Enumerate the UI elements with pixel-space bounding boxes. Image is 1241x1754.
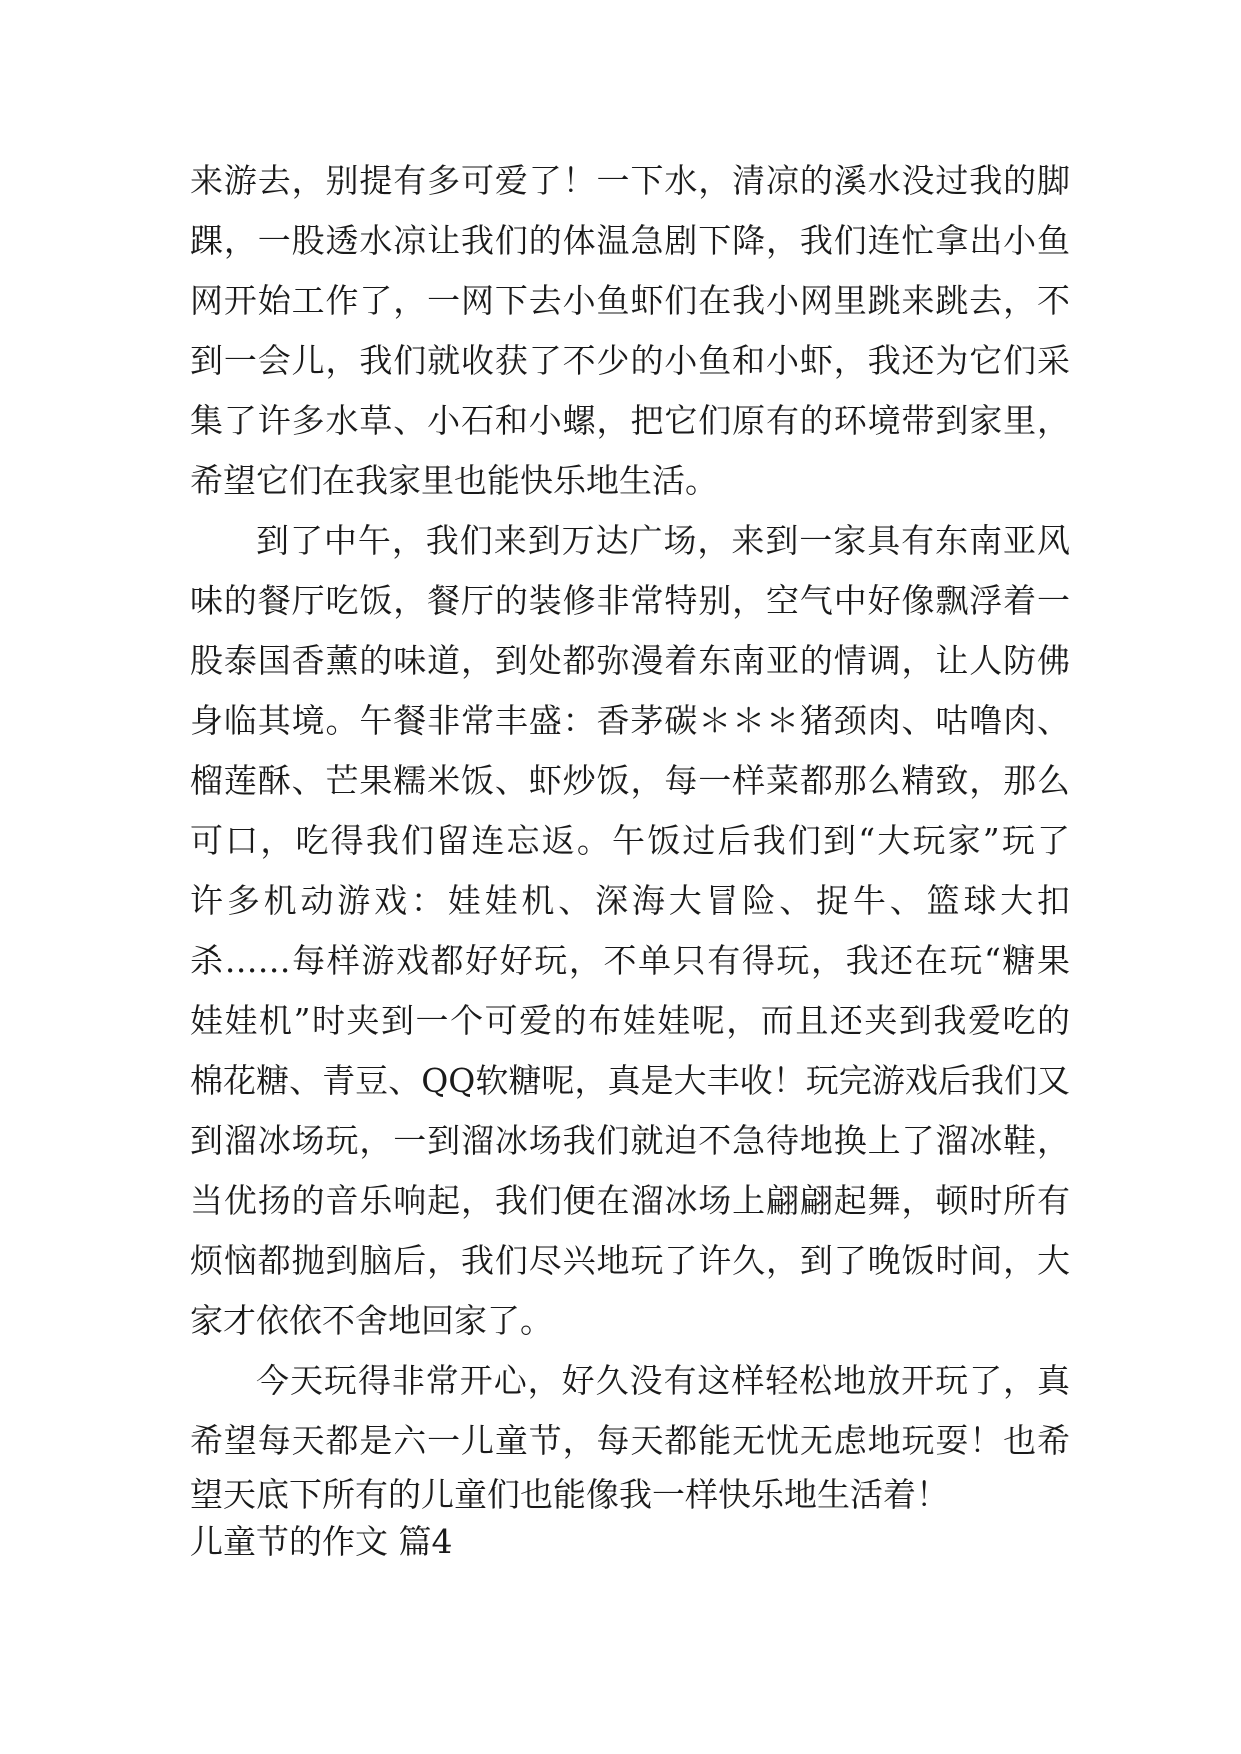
paragraph-2-line-5: 榴莲酥、芒果糯米饭、虾炒饭，每一样菜都那么精致，那么: [190, 761, 1070, 800]
paragraph-2-line-9: 娃娃机”时夹到一个可爱的布娃娃呢，而且还夹到我爱吃的: [190, 1001, 1070, 1040]
paragraph-2-line-3: 股泰国香薰的味道，到处都弥漫着东南亚的情调，让人防佛: [190, 641, 1070, 680]
paragraph-2-line-2: 味的餐厅吃饭，餐厅的装修非常特别，空气中好像飘浮着一: [190, 581, 1070, 620]
paragraph-1-line-1: 来游去，别提有多可爱了！一下水，清凉的溪水没过我的脚: [190, 161, 1070, 200]
paragraph-1-line-5: 集了许多水草、小石和小螺，把它们原有的环境带到家里，: [190, 401, 1070, 440]
paragraph-2-line-4: 身临其境。午餐非常丰盛：香茅碳＊＊＊猪颈肉、咕噜肉、: [190, 701, 1070, 740]
paragraph-3-line-1: 今天玩得非常开心，好久没有这样轻松地放开玩了，真: [256, 1361, 1070, 1400]
paragraph-1-line-6: 希望它们在我家里也能快乐地生活。: [190, 461, 718, 500]
paragraph-2-line-6: 可口，吃得我们留连忘返。午饭过后我们到“大玩家”玩了: [190, 821, 1070, 860]
paragraph-3-line-3: 望天底下所有的儿童们也能像我一样快乐地生活着！: [190, 1475, 949, 1514]
paragraph-2-line-13: 烦恼都抛到脑后，我们尽兴地玩了许久，到了晚饭时间，大: [190, 1241, 1070, 1280]
paragraph-3-line-2: 希望每天都是六一儿童节，每天都能无忧无虑地玩耍！也希: [190, 1421, 1070, 1460]
paragraph-1-line-2: 踝，一股透水凉让我们的体温急剧下降，我们连忙拿出小鱼: [190, 221, 1070, 260]
paragraph-2-line-8: 杀……每样游戏都好好玩，不单只有得玩，我还在玩“糖果: [190, 941, 1070, 980]
section-heading: 儿童节的作文 篇4: [190, 1522, 453, 1561]
paragraph-2-line-1: 到了中午，我们来到万达广场，来到一家具有东南亚风: [256, 521, 1070, 560]
paragraph-1-line-3: 网开始工作了，一网下去小鱼虾们在我小网里跳来跳去，不: [190, 281, 1070, 320]
paragraph-2-line-10: 棉花糖、青豆、QQ软糖呢，真是大丰收！玩完游戏后我们又: [190, 1061, 1070, 1100]
paragraph-2-line-14: 家才依依不舍地回家了。: [190, 1301, 553, 1340]
paragraph-2-line-11: 到溜冰场玩，一到溜冰场我们就迫不急待地换上了溜冰鞋，: [190, 1121, 1070, 1160]
paragraph-2-line-7: 许多机动游戏：娃娃机、深海大冒险、捉牛、篮球大扣: [190, 881, 1070, 920]
paragraph-2-line-12: 当优扬的音乐响起，我们便在溜冰场上翩翩起舞，顿时所有: [190, 1181, 1070, 1220]
paragraph-1-line-4: 到一会儿，我们就收获了不少的小鱼和小虾，我还为它们采: [190, 341, 1070, 380]
